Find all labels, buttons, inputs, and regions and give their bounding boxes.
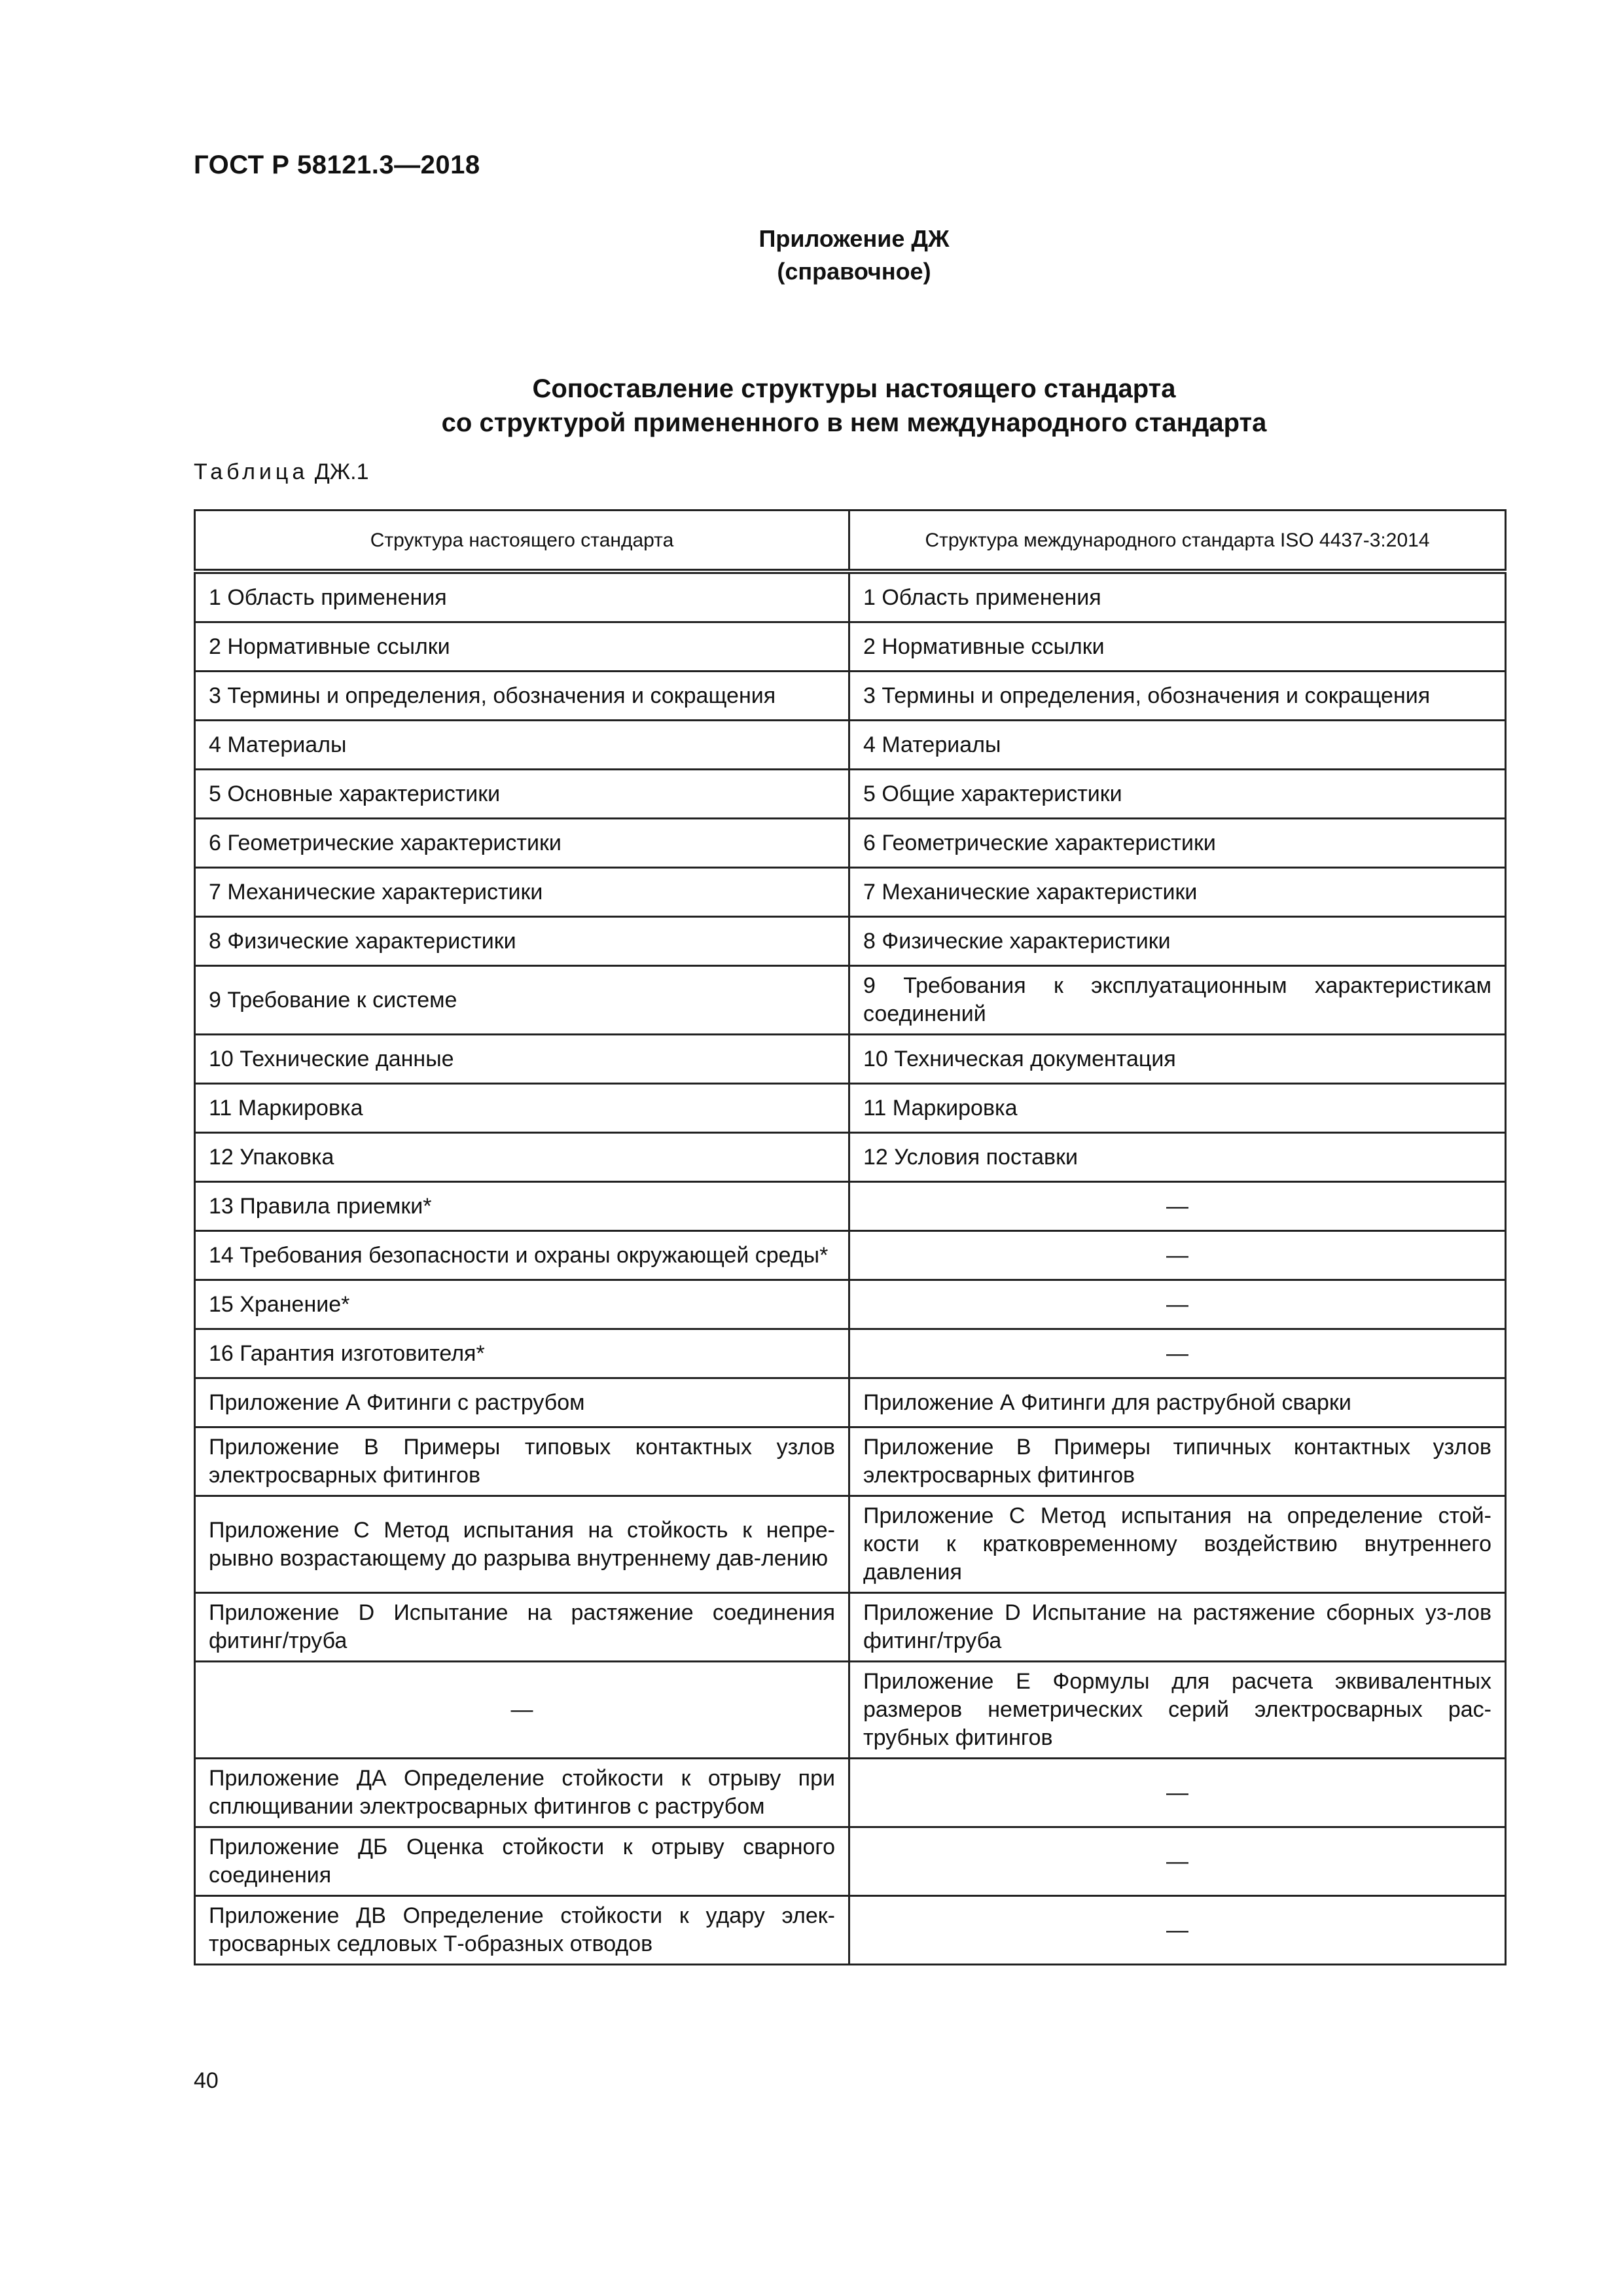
- table-row: [195, 622, 1506, 672]
- cell-international-structure: 11 Маркировка: [849, 1084, 1506, 1133]
- table-body: [195, 571, 1506, 1965]
- cell-national-structure: 4 Материалы: [195, 721, 849, 770]
- cell-international-structure: 12 Условия поставки: [849, 1133, 1506, 1182]
- cell-national-structure: 5 Основные характеристики: [195, 770, 849, 819]
- cell-international-structure: —: [849, 1280, 1506, 1329]
- table-row: [195, 1593, 1506, 1662]
- structure-comparison-table: [194, 509, 1507, 1965]
- table-row: [195, 868, 1506, 917]
- cell-international-structure: 3 Термины и определения, обозначения и сокращения: [849, 672, 1506, 721]
- table-row: [195, 1231, 1506, 1280]
- table-caption: [194, 459, 369, 485]
- cell-international-structure: 10 Техническая документация: [849, 1035, 1506, 1084]
- table-row: [195, 1662, 1506, 1759]
- cell-national-structure: 8 Физические характеристики: [195, 917, 849, 966]
- section-title-line-1: Сопоставление структуры настоящего стандарта: [532, 374, 1176, 403]
- section-title-line-2: со структурой примененного в нем международного стандарта: [441, 408, 1267, 437]
- cell-international-structure: —: [849, 1182, 1506, 1231]
- cell-international-structure: Приложение С Метод испытания на определение стой-кости к кратковременному воздействию внутреннего давления: [849, 1496, 1506, 1593]
- table-row: [195, 1133, 1506, 1182]
- cell-national-structure: 9 Требование к системе: [195, 966, 849, 1035]
- cell-national-structure: 16 Гарантия изготовителя*: [195, 1329, 849, 1378]
- cell-national-structure: 15 Хранение*: [195, 1280, 849, 1329]
- cell-international-structure: 2 Нормативные ссылки: [849, 622, 1506, 672]
- cell-national-structure: 3 Термины и определения, обозначения и сокращения: [195, 672, 849, 721]
- cell-international-structure: Приложение А Фитинги для раструбной сварки: [849, 1378, 1506, 1427]
- cell-international-structure: —: [849, 1896, 1506, 1965]
- table-caption-number: ДЖ.1: [314, 459, 369, 484]
- cell-international-structure: 4 Материалы: [849, 721, 1506, 770]
- cell-international-structure: 7 Механические характеристики: [849, 868, 1506, 917]
- table-row: [195, 770, 1506, 819]
- column-header-national: Структура настоящего стандарта: [195, 511, 849, 572]
- cell-national-structure: 1 Область применения: [195, 571, 849, 622]
- cell-national-structure: Приложение ДВ Определение стойкости к удару элек-тросварных седловых Т-образных отводов: [195, 1896, 849, 1965]
- annex-heading: [0, 223, 1623, 288]
- table-row: [195, 571, 1506, 622]
- cell-national-structure: 13 Правила приемки*: [195, 1182, 849, 1231]
- table-row: [195, 1084, 1506, 1133]
- cell-international-structure: 9 Требования к эксплуатационным характеристикам соединений: [849, 966, 1506, 1035]
- column-header-international: Структура международного стандарта ISO 4437-3:2014: [849, 511, 1506, 572]
- table-row: [195, 1182, 1506, 1231]
- cell-national-structure: 11 Маркировка: [195, 1084, 849, 1133]
- cell-national-structure: 6 Геометрические характеристики: [195, 819, 849, 868]
- cell-international-structure: 1 Область применения: [849, 571, 1506, 622]
- cell-international-structure: —: [849, 1231, 1506, 1280]
- cell-national-structure: Приложение В Примеры типовых контактных узлов электросварных фитингов: [195, 1427, 849, 1496]
- page-number: 40: [194, 2068, 219, 2093]
- annex-status: (справочное): [777, 258, 931, 285]
- cell-international-structure: Приложение Е Формулы для расчета эквивалентных размеров неметрических серий электросварных рас-трубных фитингов: [849, 1662, 1506, 1759]
- cell-national-structure: Приложение С Метод испытания на стойкость к непре-рывно возрастающему до разрыва внутреннему дав-лению: [195, 1496, 849, 1593]
- annex-label: Приложение ДЖ: [758, 225, 950, 252]
- table-row: [195, 1280, 1506, 1329]
- cell-international-structure: 5 Общие характеристики: [849, 770, 1506, 819]
- cell-international-structure: Приложение В Примеры типичных контактных узлов электросварных фитингов: [849, 1427, 1506, 1496]
- cell-national-structure: Приложение D Испытание на растяжение соединения фитинг/труба: [195, 1593, 849, 1662]
- cell-international-structure: Приложение D Испытание на растяжение сборных уз-лов фитинг/труба: [849, 1593, 1506, 1662]
- section-title: [0, 372, 1623, 440]
- cell-national-structure: 12 Упаковка: [195, 1133, 849, 1182]
- table-row: [195, 1896, 1506, 1965]
- cell-national-structure: Приложение А Фитинги с раструбом: [195, 1378, 849, 1427]
- table-row: [195, 1035, 1506, 1084]
- table-row: [195, 1827, 1506, 1896]
- cell-national-structure: —: [195, 1662, 849, 1759]
- document-code: ГОСТ Р 58121.3—2018: [194, 151, 480, 179]
- cell-international-structure: —: [849, 1759, 1506, 1827]
- cell-national-structure: 7 Механические характеристики: [195, 868, 849, 917]
- table-header-row: [195, 511, 1506, 572]
- table-row: [195, 819, 1506, 868]
- table-row: [195, 1759, 1506, 1827]
- cell-national-structure: Приложение ДБ Оценка стойкости к отрыву сварного соединения: [195, 1827, 849, 1896]
- table-caption-word: Таблица: [194, 459, 309, 484]
- cell-international-structure: —: [849, 1329, 1506, 1378]
- cell-international-structure: 8 Физические характеристики: [849, 917, 1506, 966]
- cell-national-structure: Приложение ДА Определение стойкости к отрыву при сплющивании электросварных фитингов с раструбом: [195, 1759, 849, 1827]
- table-row: [195, 1427, 1506, 1496]
- cell-national-structure: 2 Нормативные ссылки: [195, 622, 849, 672]
- table-row: [195, 672, 1506, 721]
- table-row: [195, 1496, 1506, 1593]
- cell-international-structure: 6 Геометрические характеристики: [849, 819, 1506, 868]
- table-row: [195, 1378, 1506, 1427]
- table-row: [195, 721, 1506, 770]
- table-row: [195, 966, 1506, 1035]
- cell-international-structure: —: [849, 1827, 1506, 1896]
- table-row: [195, 1329, 1506, 1378]
- cell-national-structure: 14 Требования безопасности и охраны окружающей среды*: [195, 1231, 849, 1280]
- cell-national-structure: 10 Технические данные: [195, 1035, 849, 1084]
- table-row: [195, 917, 1506, 966]
